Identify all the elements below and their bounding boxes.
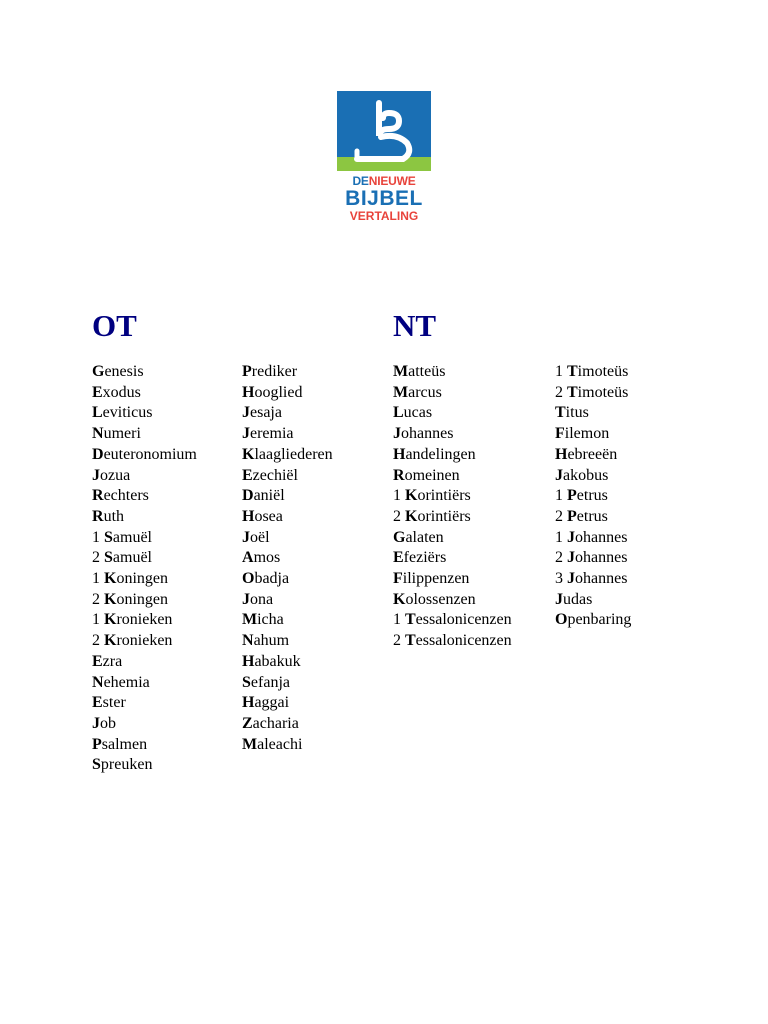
book-initial: E bbox=[92, 652, 103, 670]
nt-book-list-1 bbox=[393, 362, 512, 652]
book-name-rest: ooglied bbox=[254, 383, 303, 401]
book-item bbox=[242, 569, 333, 590]
book-initial: T bbox=[567, 363, 578, 380]
book-name-rest: ster bbox=[102, 694, 126, 712]
book-initial: J bbox=[567, 549, 575, 567]
book-name-rest: aniël bbox=[253, 487, 285, 505]
book-number: 1 bbox=[92, 570, 104, 588]
book-number: 2 bbox=[555, 549, 567, 567]
book-name-rest: alaten bbox=[405, 528, 444, 546]
book-item bbox=[393, 569, 512, 590]
book-number: 2 bbox=[92, 549, 104, 567]
book-name-rest: mos bbox=[253, 549, 281, 567]
book-name-rest: ronieken bbox=[116, 611, 173, 629]
book-name-rest: olossenzen bbox=[405, 590, 476, 608]
book-item bbox=[242, 445, 333, 466]
book-name-rest: arcus bbox=[408, 383, 442, 401]
book-name-rest: ebreeën bbox=[567, 445, 618, 463]
book-initial: L bbox=[393, 404, 404, 422]
book-initial: G bbox=[92, 363, 105, 380]
book-initial: J bbox=[242, 590, 250, 608]
book-initial: M bbox=[393, 363, 409, 380]
book-item bbox=[242, 693, 333, 714]
book-item bbox=[92, 693, 197, 714]
book-item bbox=[393, 528, 512, 549]
book-item bbox=[242, 548, 333, 569]
book-initial: J bbox=[92, 466, 100, 484]
book-name-rest: ozua bbox=[100, 466, 131, 484]
book-item bbox=[242, 383, 333, 404]
book-item bbox=[92, 383, 197, 404]
book-name-rest: amuël bbox=[112, 528, 152, 546]
book-initial: R bbox=[92, 487, 104, 505]
book-name-rest: amuël bbox=[112, 549, 152, 567]
book-item bbox=[393, 631, 512, 652]
book-initial: D bbox=[242, 487, 254, 505]
book-name-rest: ucas bbox=[403, 404, 433, 422]
book-initial: K bbox=[405, 487, 418, 505]
book-number: 1 bbox=[555, 528, 567, 546]
book-initial: H bbox=[242, 694, 255, 712]
book-initial: K bbox=[104, 590, 117, 608]
book-item bbox=[242, 424, 333, 445]
book-name-rest: oningen bbox=[116, 570, 168, 588]
book-item bbox=[393, 383, 512, 404]
book-initial: P bbox=[242, 363, 252, 380]
book-name-rest: omeinen bbox=[404, 466, 460, 484]
book-initial: R bbox=[393, 466, 405, 484]
book-initial: M bbox=[242, 611, 258, 629]
book-initial: S bbox=[104, 528, 113, 546]
book-item bbox=[242, 403, 333, 424]
book-item bbox=[92, 507, 197, 528]
book-name-rest: enesis bbox=[104, 363, 144, 380]
book-item bbox=[393, 403, 512, 424]
book-item bbox=[555, 528, 631, 549]
ot-heading: OT bbox=[92, 308, 137, 343]
book-item bbox=[555, 590, 631, 611]
book-item bbox=[92, 424, 197, 445]
book-number: 1 bbox=[393, 487, 405, 505]
book-name-rest: eremia bbox=[250, 425, 294, 443]
book-name-rest: ilemon bbox=[564, 425, 610, 443]
book-item bbox=[92, 652, 197, 673]
book-item bbox=[242, 631, 333, 652]
book-item bbox=[393, 590, 512, 611]
book-initial: N bbox=[92, 673, 104, 691]
book-item bbox=[555, 466, 631, 487]
book-initial: T bbox=[405, 632, 416, 650]
book-name-rest: laagliederen bbox=[254, 445, 333, 463]
book-initial: M bbox=[242, 735, 258, 753]
book-name-rest: andelingen bbox=[405, 445, 476, 463]
nt-book-list-2 bbox=[555, 362, 631, 631]
book-initial: J bbox=[92, 714, 100, 732]
book-item bbox=[242, 652, 333, 673]
book-item bbox=[393, 362, 512, 383]
book-name-rest: penbaring bbox=[567, 611, 632, 629]
book-name-rest: akobus bbox=[563, 466, 609, 484]
book-name-rest: aleachi bbox=[257, 735, 303, 753]
book-name-rest: essalonicenzen bbox=[415, 611, 512, 629]
book-initial: A bbox=[242, 549, 254, 567]
book-item bbox=[92, 403, 197, 424]
book-initial: S bbox=[92, 756, 101, 774]
book-name-rest: ohannes bbox=[401, 425, 454, 443]
book-initial: H bbox=[242, 652, 255, 670]
book-name-rest: uth bbox=[103, 507, 125, 525]
book-name-rest: ohannes bbox=[575, 570, 628, 588]
ot-book-list-1 bbox=[92, 362, 197, 776]
book-item bbox=[92, 548, 197, 569]
book-initial: T bbox=[567, 383, 578, 401]
book-name-rest: feziërs bbox=[403, 549, 447, 567]
book-name-rest: orintiërs bbox=[417, 487, 471, 505]
book-name-rest: aggai bbox=[254, 694, 290, 712]
book-item bbox=[555, 507, 631, 528]
nbv-logo bbox=[337, 91, 431, 236]
book-initial: K bbox=[242, 445, 255, 463]
book-number: 2 bbox=[555, 383, 567, 401]
book-name-rest: ahum bbox=[253, 632, 290, 650]
book-initial: J bbox=[555, 466, 563, 484]
book-name-rest: atteüs bbox=[408, 363, 446, 380]
book-initial: K bbox=[393, 590, 406, 608]
book-name-rest: orintiërs bbox=[417, 507, 471, 525]
book-number: 2 bbox=[393, 632, 405, 650]
book-name-rest: rediker bbox=[251, 363, 298, 380]
book-item bbox=[242, 590, 333, 611]
nt-heading: NT bbox=[393, 308, 437, 343]
book-name-rest: xodus bbox=[102, 383, 141, 401]
book-initial: J bbox=[555, 590, 563, 608]
book-item bbox=[92, 486, 197, 507]
ot-book-list-2 bbox=[242, 362, 333, 755]
book-initial: O bbox=[555, 611, 568, 629]
book-item bbox=[242, 486, 333, 507]
book-initial: O bbox=[242, 570, 255, 588]
logo-text-nieuwe: NIEUWE bbox=[368, 174, 416, 188]
book-item bbox=[555, 445, 631, 466]
book-initial: E bbox=[92, 383, 103, 401]
book-item bbox=[393, 424, 512, 445]
book-item bbox=[393, 610, 512, 631]
book-initial: T bbox=[555, 404, 566, 422]
book-number: 2 bbox=[393, 507, 405, 525]
book-initial: N bbox=[242, 632, 254, 650]
book-initial: J bbox=[242, 528, 250, 546]
book-initial: G bbox=[393, 528, 406, 546]
book-initial: D bbox=[92, 445, 104, 463]
book-name-rest: echters bbox=[103, 487, 149, 505]
book-name-rest: ehemia bbox=[103, 673, 150, 691]
book-item bbox=[555, 362, 631, 383]
book-initial: J bbox=[393, 425, 401, 443]
book-item bbox=[242, 735, 333, 756]
book-number: 1 bbox=[393, 611, 405, 629]
book-initial: S bbox=[104, 549, 113, 567]
book-item bbox=[555, 569, 631, 590]
book-item bbox=[242, 528, 333, 549]
book-item bbox=[92, 673, 197, 694]
book-name-rest: salmen bbox=[101, 735, 148, 753]
book-initial: P bbox=[567, 487, 577, 505]
book-name-rest: imoteüs bbox=[577, 383, 629, 401]
book-initial: E bbox=[92, 694, 103, 712]
book-initial: J bbox=[242, 404, 250, 422]
book-name-rest: efanja bbox=[250, 673, 290, 691]
book-initial: H bbox=[242, 507, 255, 525]
book-name-rest: ohannes bbox=[575, 528, 628, 546]
book-initial: E bbox=[242, 466, 253, 484]
book-initial: H bbox=[242, 383, 255, 401]
book-item bbox=[555, 424, 631, 445]
book-item bbox=[393, 548, 512, 569]
logo-text-bijbel: BIJBEL bbox=[345, 187, 423, 210]
book-item bbox=[555, 403, 631, 424]
book-initial: S bbox=[242, 673, 251, 691]
book-initial: L bbox=[92, 404, 103, 422]
book-name-rest: etrus bbox=[576, 507, 608, 525]
book-name-rest: acharia bbox=[252, 714, 299, 732]
book-item bbox=[92, 714, 197, 735]
book-item bbox=[92, 569, 197, 590]
book-name-rest: oël bbox=[250, 528, 270, 546]
book-item bbox=[242, 673, 333, 694]
book-initial: J bbox=[567, 528, 575, 546]
book-initial: P bbox=[567, 507, 577, 525]
book-item bbox=[242, 507, 333, 528]
book-item bbox=[92, 631, 197, 652]
book-name-rest: eviticus bbox=[102, 404, 153, 422]
book-name-rest: euteronomium bbox=[103, 445, 197, 463]
book-initial: H bbox=[393, 445, 406, 463]
book-initial: K bbox=[104, 611, 117, 629]
logo-b-mark-icon bbox=[337, 91, 431, 171]
book-name-rest: zechiël bbox=[252, 466, 298, 484]
book-name-rest: abakuk bbox=[254, 652, 301, 670]
book-number: 2 bbox=[92, 590, 104, 608]
book-name-rest: etrus bbox=[576, 487, 608, 505]
book-item bbox=[242, 610, 333, 631]
book-name-rest: oningen bbox=[116, 590, 168, 608]
book-initial: J bbox=[567, 570, 575, 588]
book-initial: F bbox=[393, 570, 403, 588]
book-initial: F bbox=[555, 425, 565, 443]
book-initial: N bbox=[92, 425, 104, 443]
book-item bbox=[92, 590, 197, 611]
book-name-rest: umeri bbox=[103, 425, 141, 443]
logo-text-vertaling: VERTALING bbox=[349, 209, 419, 223]
book-name-rest: ona bbox=[250, 590, 274, 608]
book-name-rest: zra bbox=[102, 652, 123, 670]
book-name-rest: ob bbox=[100, 714, 116, 732]
book-initial: R bbox=[92, 507, 104, 525]
book-name-rest: ronieken bbox=[116, 632, 173, 650]
book-name-rest: imoteüs bbox=[577, 363, 629, 380]
book-name-rest: ohannes bbox=[575, 549, 628, 567]
book-number: 2 bbox=[555, 507, 567, 525]
book-item bbox=[555, 486, 631, 507]
book-item bbox=[555, 383, 631, 404]
book-item bbox=[92, 362, 197, 383]
book-initial: T bbox=[405, 611, 416, 629]
book-number: 1 bbox=[555, 363, 567, 380]
book-item bbox=[393, 486, 512, 507]
book-item bbox=[242, 362, 333, 383]
book-name-rest: osea bbox=[254, 507, 283, 525]
book-initial: E bbox=[393, 549, 404, 567]
book-item bbox=[555, 610, 631, 631]
book-number: 2 bbox=[92, 632, 104, 650]
logo-text-de: DE bbox=[352, 174, 369, 188]
book-name-rest: ilippenzen bbox=[402, 570, 470, 588]
book-item bbox=[555, 548, 631, 569]
book-initial: J bbox=[242, 425, 250, 443]
book-number: 1 bbox=[92, 528, 104, 546]
book-item bbox=[393, 507, 512, 528]
book-item bbox=[242, 466, 333, 487]
book-initial: K bbox=[104, 570, 117, 588]
book-initial: K bbox=[104, 632, 117, 650]
book-number: 3 bbox=[555, 570, 567, 588]
book-initial: H bbox=[555, 445, 568, 463]
book-number: 1 bbox=[555, 487, 567, 505]
book-initial: K bbox=[405, 507, 418, 525]
book-initial: M bbox=[393, 383, 409, 401]
book-item bbox=[92, 610, 197, 631]
book-name-rest: udas bbox=[563, 590, 593, 608]
book-name-rest: essalonicenzen bbox=[415, 632, 512, 650]
book-initial: Z bbox=[242, 714, 253, 732]
book-item bbox=[92, 528, 197, 549]
book-name-rest: itus bbox=[565, 404, 589, 422]
book-name-rest: esaja bbox=[250, 404, 282, 422]
book-initial: P bbox=[92, 735, 102, 753]
book-item bbox=[242, 714, 333, 735]
logo-wordmark bbox=[337, 175, 431, 222]
book-item bbox=[92, 466, 197, 487]
book-name-rest: icha bbox=[257, 611, 284, 629]
book-name-rest: preuken bbox=[100, 756, 153, 774]
book-item bbox=[92, 755, 197, 776]
book-item bbox=[92, 445, 197, 466]
book-number: 1 bbox=[92, 611, 104, 629]
book-item bbox=[393, 466, 512, 487]
book-item bbox=[393, 445, 512, 466]
book-item bbox=[92, 735, 197, 756]
book-name-rest: badja bbox=[254, 570, 290, 588]
